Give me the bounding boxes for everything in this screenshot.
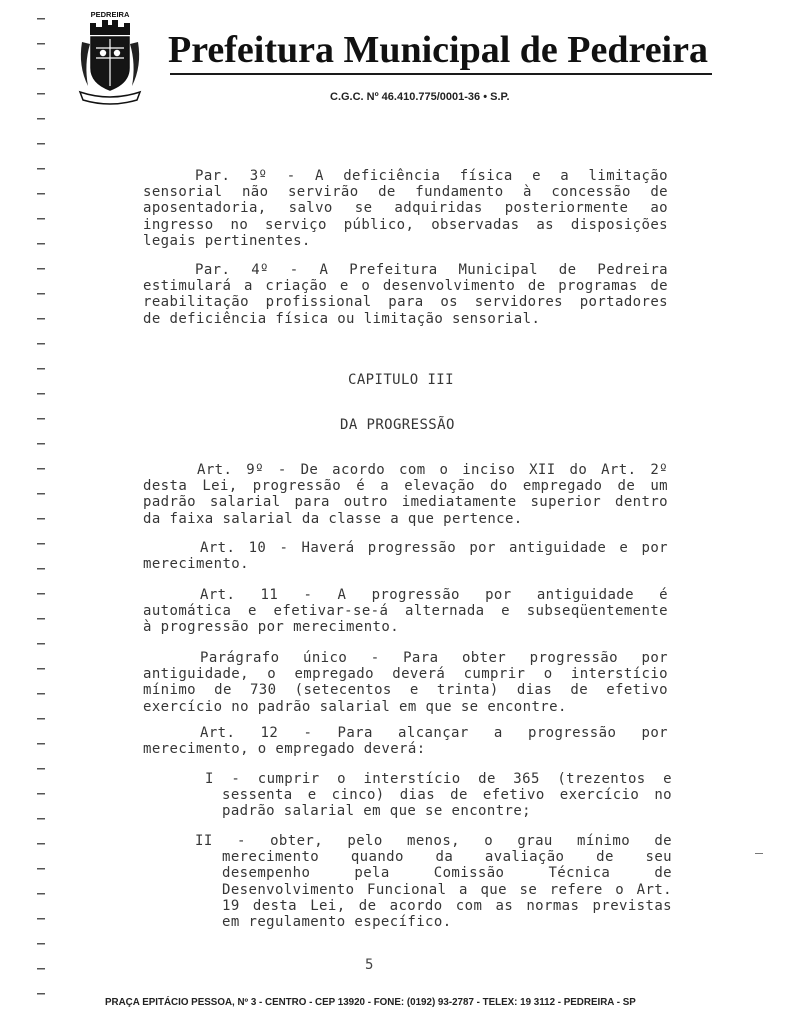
text-line: merecimento, o empregado deverá: [143, 741, 426, 758]
text-line: 19 desta Lei, de acordo com as normas previstas [222, 897, 672, 914]
text-line: legais pertinentes. [143, 232, 311, 249]
footer-address: PRAÇA EPITÁCIO PESSOA, Nº 3 - CENTRO - CEP 13920 - FONE: (0192) 93-2787 - TELEX: 19 3112 - PEDREIRA - SP [105, 997, 636, 1008]
text-line: antiguidade, o empregado deverá cumprir o interstício [143, 666, 668, 683]
text-line: Parágrafo único - Para obter progressão por [200, 650, 668, 666]
article-11 [143, 587, 668, 636]
motto-ribbon [80, 92, 140, 104]
text-line: Par. 4º - A Prefeitura Municipal de Pedreira [195, 262, 668, 278]
text-line: desempenho pela Comissão Técnica de [222, 865, 672, 882]
cgc-number: C.G.C. Nº 46.410.775/0001-36 • S.P. [330, 91, 510, 103]
text-line: Par. 3º - A deficiência física e a limitação [195, 168, 668, 184]
text-line: da faixa salarial da classe a que pertence. [143, 510, 523, 527]
text-line: ingresso no serviço público, observadas as disposições [143, 216, 668, 233]
text-line: exercício no padrão salarial em que se encontre. [143, 698, 567, 715]
page-title: Prefeitura Municipal de Pedreira [168, 29, 708, 71]
title-underline [170, 73, 712, 75]
article-9 [143, 462, 668, 527]
shield-charge [114, 50, 120, 56]
text-line: desta Lei, progressão é a elevação do empregado de um [143, 478, 668, 495]
text-line: mínimo de 730 (setecentos e trinta) dias de efetivo [143, 682, 668, 699]
paragraph-par-3 [143, 168, 668, 249]
text-line: padrão salarial em que se encontre; [222, 803, 532, 820]
stray-mark [755, 853, 763, 854]
text-line: Art. 11 - A progressão por antiguidade é [200, 587, 668, 603]
text-line: merecimento quando da avaliação de seu [222, 849, 672, 866]
text-line: à progressão por merecimento. [143, 619, 400, 636]
item-i [205, 771, 672, 820]
right-supporter [130, 42, 139, 86]
text-line: Art. 10 - Haverá progressão por antiguidade e por [200, 540, 668, 556]
text-line: aposentadoria, salvo se adquiridas posteriormente ao [143, 200, 668, 217]
text-line: Desenvolvimento Funcional a que se refere o Art. [222, 881, 672, 898]
page-number: 5 [365, 957, 374, 973]
section-heading: DA PROGRESSÃO [340, 417, 455, 433]
text-line: de deficiência física ou limitação sensorial. [143, 310, 541, 327]
article-12 [143, 725, 668, 757]
crown-shape [90, 20, 130, 35]
text-line: em regulamento específico. [222, 913, 452, 930]
margin-marks [37, 18, 45, 1008]
text-line: sensorial não servirão de fundamento à concessão de [143, 184, 668, 201]
text-line: reabilitação profissional para os servidores portadores [143, 294, 668, 311]
left-supporter [81, 42, 90, 86]
paragraph-par-4 [143, 262, 668, 327]
text-line: automática e efetivar-se-á alternada e subseqüentemente [143, 603, 668, 620]
text-line: sessenta e cinco) dias de efetivo exercício no [222, 787, 672, 804]
text-line: II - obter, pelo menos, o grau mínimo de [195, 833, 672, 849]
text-line: merecimento. [143, 556, 249, 573]
paragrafo-unico [143, 650, 668, 715]
article-10 [143, 540, 668, 572]
text-line: I - cumprir o interstício de 365 (trezentos e [205, 771, 672, 787]
municipal-crest-logo [74, 8, 146, 108]
item-ii [195, 833, 672, 930]
text-line: Art. 9º - De acordo com o inciso XII do Art. 2º [197, 462, 668, 478]
chapter-heading: CAPITULO III [348, 372, 454, 388]
text-line: padrão salarial para outro imediatamente superior dentro [143, 494, 668, 511]
shield-charge [100, 50, 106, 56]
logo-lettering: PEDREIRA [90, 10, 130, 19]
text-line: estimulará a criação e o desenvolvimento de programas de [143, 278, 668, 295]
text-line: Art. 12 - Para alcançar a progressão por [200, 725, 668, 741]
